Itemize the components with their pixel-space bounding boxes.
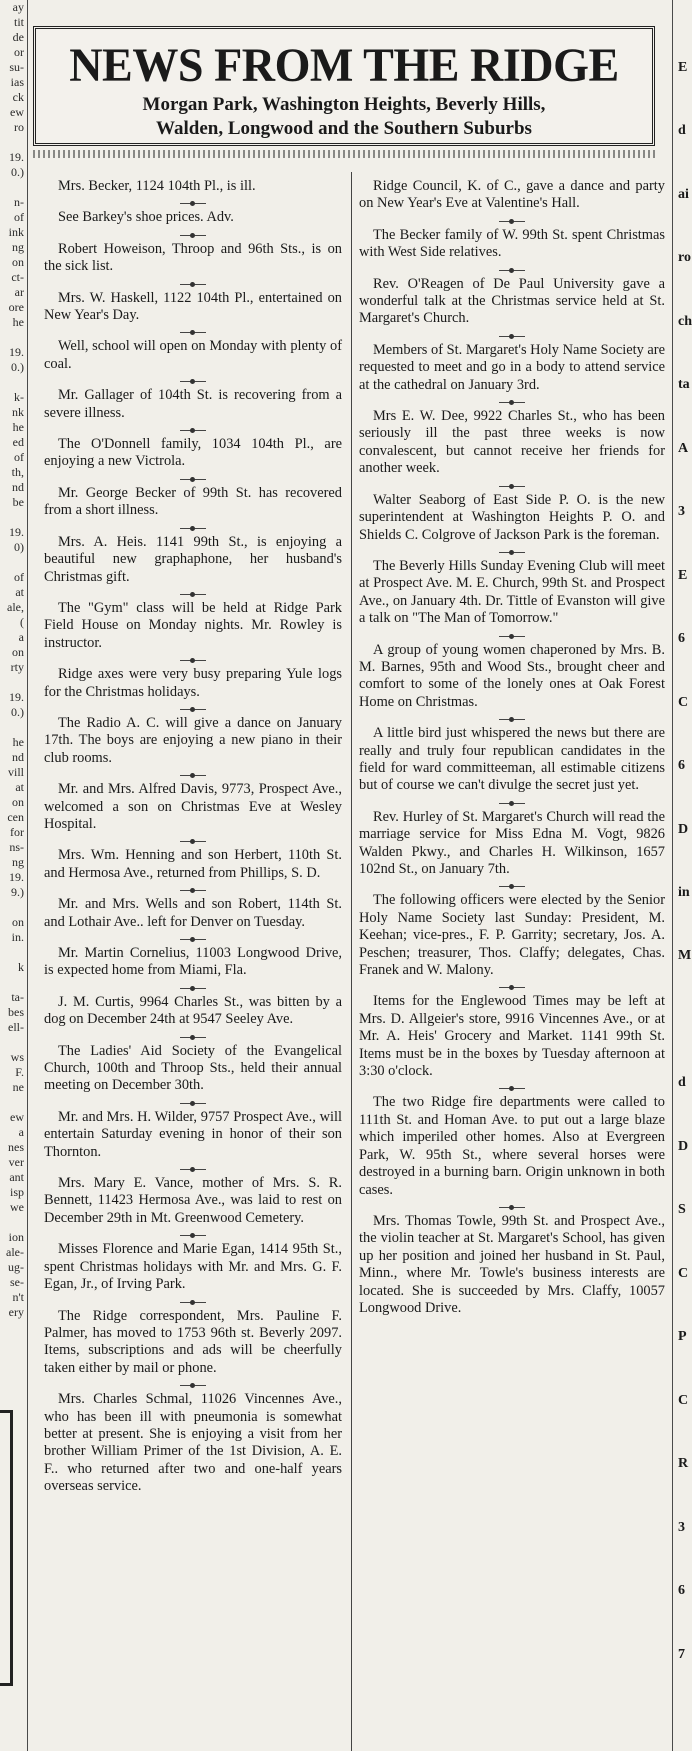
news-item: Mr. Martin Cornelius, 11003 Longwood Drive, is expected home from Miami, Fla. bbox=[44, 945, 342, 979]
subtitle-line-2: Walden, Longwood and the Southern Suburbs bbox=[156, 118, 532, 139]
right-fragment-text: ai bbox=[678, 186, 689, 202]
left-fragment-text bbox=[0, 555, 24, 570]
news-item: Members of St. Margaret's Holy Name Society are requested to meet and go in a body to attend service at the cathedral on January 3rd. bbox=[359, 341, 665, 393]
left-fragment-text bbox=[0, 945, 24, 960]
left-fragment-text: ew bbox=[10, 1110, 24, 1124]
left-fragment-text: ta- bbox=[11, 990, 24, 1004]
left-fragment-text: of bbox=[14, 210, 24, 224]
left-fragment-text: ale- bbox=[6, 1245, 24, 1259]
item-separator bbox=[176, 425, 210, 436]
left-fragment-text: ell- bbox=[8, 1020, 24, 1034]
right-fragment-text: S bbox=[678, 1202, 686, 1218]
left-fragment-text: F. bbox=[15, 1065, 24, 1079]
left-fragment-text: 19. bbox=[9, 525, 24, 539]
left-fragment-text bbox=[0, 1095, 24, 1110]
left-fragment-text: nes bbox=[8, 1140, 24, 1154]
left-fragment-text: su- bbox=[9, 60, 24, 74]
right-fragment-text: ch bbox=[678, 313, 692, 329]
right-fragment-text: d bbox=[678, 1075, 686, 1091]
news-item: Ridge Council, K. of C., gave a dance and party on New Year's Eve at Valentine's Hall. bbox=[359, 178, 665, 212]
news-item: The Ridge correspondent, Mrs. Pauline F. Palmer, has moved to 1753 96th st. Beverly 2097. Items, subscriptions and ads will be cheerfully taken either by mail or phone. bbox=[44, 1307, 342, 1376]
left-fragment-text: ale, bbox=[7, 600, 24, 614]
item-separator bbox=[176, 1380, 210, 1391]
news-item: Ridge axes were very busy preparing Yule logs for the Christmas holidays. bbox=[44, 666, 342, 700]
item-separator bbox=[176, 589, 210, 600]
news-item: Mrs. Becker, 1124 104th Pl., is ill. bbox=[58, 178, 256, 194]
left-fragment-text: ct- bbox=[11, 270, 24, 284]
left-fragment-text: n't bbox=[12, 1290, 24, 1304]
news-item: Mr. and Mrs. Wells and son Robert, 114th St. and Lothair Ave.. left for Denver on Tuesday. bbox=[44, 896, 342, 930]
news-item: Mrs E. W. Dee, 9922 Charles St., who has been seriously ill the past three weeks is now convalescent, but cannot receive her friends for another week. bbox=[359, 408, 665, 477]
news-item: Mrs. Thomas Towle, 99th St. and Prospect Ave., the violin teacher at St. Margaret's School, has given up her position and joined her husband in St. Paul, Minn., where Mr. Towle's business interests are located. She is succeeded by Mrs. Claffy, 10057 Longwood Drive. bbox=[359, 1212, 665, 1316]
left-column-rule bbox=[27, 0, 28, 1751]
item-separator bbox=[495, 216, 529, 227]
left-fragment-text: bes bbox=[8, 1005, 24, 1019]
news-item: Well, school will open on Monday with plenty of coal. bbox=[44, 338, 342, 372]
left-fragment-text bbox=[0, 330, 24, 345]
item-separator bbox=[176, 1230, 210, 1241]
left-fragment-text: be bbox=[12, 495, 24, 509]
right-fragment-text: M bbox=[678, 948, 692, 964]
left-fragment-text: 19. bbox=[9, 150, 24, 164]
item-separator bbox=[495, 982, 529, 993]
news-item: Robert Howeison, Throop and 96th Sts., is on the sick list. bbox=[44, 240, 342, 275]
left-fragment-text: ay bbox=[12, 0, 24, 14]
left-fragment-text bbox=[0, 180, 24, 195]
right-fragment-text: 7 bbox=[678, 1646, 685, 1662]
left-fragment-text: ver bbox=[8, 1155, 24, 1169]
news-item: J. M. Curtis, 9964 Charles St., was bitten by a dog on December 24th at 9547 Seeley Ave. bbox=[44, 993, 342, 1028]
news-item: The "Gym" class will be held at Ridge Park Field House on Monday nights. Mr. Rowley is instructor. bbox=[44, 599, 342, 651]
left-fragment-text: 0.) bbox=[11, 705, 24, 719]
left-fragment-text bbox=[0, 375, 24, 390]
news-column-2 bbox=[359, 178, 665, 1751]
left-fragment-text: ro bbox=[14, 120, 24, 134]
ornamental-border bbox=[33, 150, 655, 158]
left-fragment-text: ug- bbox=[8, 1260, 24, 1274]
left-fragment-text: nd bbox=[12, 750, 24, 764]
news-item: Mrs. W. Haskell, 1122 104th Pl., entertained on New Year's Day. bbox=[44, 289, 342, 324]
left-fragment-text: 19. bbox=[9, 345, 24, 359]
right-fragment-text: E bbox=[678, 60, 688, 75]
item-separator bbox=[176, 1098, 210, 1109]
left-fragment-text: tit bbox=[13, 15, 24, 29]
right-fragment-text: 6 bbox=[678, 631, 685, 647]
news-item: The Becker family of W. 99th St. spent Christmas with West Side relatives. bbox=[359, 226, 665, 261]
left-fragment-text: at bbox=[15, 780, 24, 794]
left-fragment-text: of bbox=[14, 570, 24, 584]
item-separator bbox=[495, 798, 529, 809]
left-fragment-text: ink bbox=[8, 225, 24, 239]
left-fragment-text bbox=[0, 1035, 24, 1050]
item-separator bbox=[176, 770, 210, 781]
news-item: Mr. and Mrs. Alfred Davis, 9773, Prospect Ave., welcomed a son on Christmas Eve at Wesley Hospital. bbox=[44, 781, 342, 832]
left-fragment-text: rty bbox=[10, 660, 24, 674]
subtitle-line-1: Morgan Park, Washington Heights, Beverly Hills, bbox=[142, 94, 546, 115]
right-fragment-text: R bbox=[678, 1456, 689, 1472]
news-column-1 bbox=[44, 178, 342, 1751]
left-fragment-text: 0.) bbox=[11, 165, 24, 179]
left-fragment-text: th, bbox=[11, 465, 24, 479]
left-fragment-text bbox=[0, 510, 24, 525]
news-item: Rev. Hurley of St. Margaret's Church will read the marriage service for Miss Edna M. Vogt, 9826 Walden Pkwy., and Charles H. Wilkinson, 1657 102nd St., on January 7th. bbox=[359, 808, 665, 877]
section-title: NEWS FROM THE RIDGE bbox=[69, 39, 619, 92]
left-fragment-text: se- bbox=[10, 1275, 24, 1289]
right-fragment-text: D bbox=[678, 821, 689, 837]
item-separator bbox=[495, 1083, 529, 1094]
news-item: Misses Florence and Marie Egan, 1414 95th St., spent Christmas holidays with Mr. and Mrs. G. F. Egan, Jr., of Irving Park. bbox=[44, 1241, 342, 1293]
left-fragment-text: on bbox=[12, 255, 24, 269]
item-separator bbox=[176, 474, 210, 485]
item-separator bbox=[495, 331, 529, 342]
item-separator bbox=[176, 523, 210, 534]
news-item: Mrs. Wm. Henning and son Herbert, 110th St. and Hermosa Ave., returned from Phillips, S. D. bbox=[44, 847, 342, 881]
item-separator bbox=[176, 934, 210, 945]
left-fragment-text: ant bbox=[9, 1170, 24, 1184]
left-fragment-text: ar bbox=[14, 285, 24, 299]
news-item: Walter Seaborg of East Side P. O. is the new superintendent at Washington Heights P. O. and Shields C. Colgrove of Jackson Park is the foreman. bbox=[359, 491, 665, 543]
left-fragment-text: k bbox=[18, 960, 24, 974]
right-fragment-text: 3 bbox=[678, 1519, 685, 1535]
column-divider bbox=[351, 172, 352, 1751]
left-fragment-text: ion bbox=[8, 1230, 24, 1244]
item-separator bbox=[176, 1164, 210, 1175]
news-item: The Ladies' Aid Society of the Evangelical Church, 100th and Throop Sts., held their annual meeting on December 30th. bbox=[44, 1042, 342, 1094]
left-fragment-text: ng bbox=[12, 855, 24, 869]
left-fragment-text bbox=[0, 975, 24, 990]
left-fragment-text: in. bbox=[11, 930, 24, 944]
left-fragment-text: ery bbox=[8, 1305, 24, 1319]
left-fragment-text: ns- bbox=[9, 840, 24, 854]
right-fragment-text: ro bbox=[678, 250, 691, 266]
item-separator bbox=[176, 230, 210, 241]
item-separator bbox=[176, 655, 210, 666]
left-fragment-text: ore bbox=[8, 300, 24, 314]
left-fragment-text: on bbox=[12, 795, 24, 809]
left-fragment-text: for bbox=[10, 825, 24, 839]
item-separator bbox=[495, 547, 529, 558]
right-fragment-text: d bbox=[678, 123, 686, 139]
right-fragment-text: D bbox=[678, 1138, 689, 1154]
left-fragment-text: a bbox=[18, 630, 24, 644]
right-fragment-text: 3 bbox=[678, 504, 685, 520]
left-fragment-text: isp bbox=[9, 1185, 24, 1199]
left-fragment-text: cen bbox=[7, 810, 24, 824]
section-header bbox=[33, 26, 655, 146]
right-fragment-text: in bbox=[678, 885, 690, 900]
item-separator bbox=[495, 397, 529, 408]
left-fragment-text: nd bbox=[12, 480, 24, 494]
item-separator bbox=[495, 714, 529, 725]
left-fragment-text: at bbox=[15, 585, 24, 599]
right-fragment-text: P bbox=[678, 1329, 687, 1345]
left-fragment-text bbox=[0, 720, 24, 735]
left-fragment-text: de bbox=[12, 30, 24, 44]
left-fragment-text: on bbox=[12, 915, 24, 929]
item-separator bbox=[495, 481, 529, 492]
left-fragment-text: ws bbox=[10, 1050, 24, 1064]
left-fragment-text: k- bbox=[14, 390, 24, 404]
item-separator bbox=[495, 881, 529, 892]
item-separator bbox=[176, 327, 210, 338]
left-fragment-text: ias bbox=[10, 75, 24, 89]
right-column-fragment bbox=[676, 0, 692, 1751]
left-fragment-text: vill bbox=[7, 765, 24, 779]
news-item: Mr. Gallager of 104th St. is recovering from a severe illness. bbox=[44, 387, 342, 421]
item-separator bbox=[176, 198, 210, 209]
left-fragment-text: n- bbox=[14, 195, 24, 209]
left-fragment-text: we bbox=[10, 1200, 24, 1214]
left-fragment-text: ew bbox=[10, 105, 24, 119]
item-separator bbox=[176, 376, 210, 387]
news-item: The following officers were elected by the Senior Holy Name Society last Sunday: President, M. Keehan; vice-pres., F. P. Garrity; secretary, Jos. A. Peschen; treasurer, Thos. Claffy; delegates, Chas. Franek and W. Malony. bbox=[359, 892, 665, 979]
item-separator bbox=[176, 1297, 210, 1308]
news-item: Mrs. Mary E. Vance, mother of Mrs. S. R. Bennett, 11423 Hermosa Ave., was laid to rest on December 29th in Mt. Greenwood Cemetery. bbox=[44, 1175, 342, 1226]
item-separator bbox=[176, 983, 210, 994]
news-item: Rev. O'Reagen of De Paul University gave a wonderful talk at the Christmas service held at St. Margaret's Church. bbox=[359, 275, 665, 327]
left-fragment-text: ( bbox=[20, 615, 24, 629]
right-fragment-text: E bbox=[678, 567, 688, 583]
news-item: The two Ridge fire departments were called to 111th St. and Homan Ave. to put out a large blaze which imperiled other homes. Also at Evergreen Park, W. 95th St., where several horses were destroyed in a burning barn. Origin unknown in both cases. bbox=[359, 1094, 665, 1198]
news-item: A group of young women chaperoned by Mrs. B. M. Barnes, 95th and Wood Sts., brought cheer and comfort to some of the lonely ones at Oak Forest Home on Christmas. bbox=[359, 641, 665, 710]
left-fragment-text: 9.) bbox=[11, 885, 24, 899]
item-separator bbox=[176, 836, 210, 847]
news-item: Mrs. Charles Schmal, 11026 Vincennes Ave., who has been ill with pneumonia is somewhat better at present. She is enjoying a visit from her brother William Primer of the 1st Division, A. E. F.. who returned after two and one-half years overseas service. bbox=[44, 1391, 342, 1495]
item-separator bbox=[176, 885, 210, 896]
news-item: Items for the Englewood Times may be left at Mrs. D. Allgeier's store, 9916 Vincennes Ave., or at Mr. A. Heis' Grocery and Market. 1141 99th St. Items must be in the boxes by Tuesday afternoon at 3:30 o'clock. bbox=[359, 993, 665, 1080]
left-fragment-text bbox=[0, 1215, 24, 1230]
right-fragment-text: C bbox=[678, 694, 689, 710]
item-separator bbox=[176, 1032, 210, 1043]
item-separator bbox=[495, 1202, 529, 1213]
right-fragment-text: A bbox=[678, 440, 689, 456]
item-separator bbox=[495, 631, 529, 642]
left-fragment-text: 19. bbox=[9, 870, 24, 884]
left-fragment-text: a bbox=[18, 1125, 24, 1139]
right-fragment-text: ta bbox=[678, 377, 690, 393]
left-fragment-text: ng bbox=[12, 240, 24, 254]
left-fragment-text: 0) bbox=[14, 540, 24, 554]
left-fragment-text bbox=[0, 675, 24, 690]
left-fragment-text: he bbox=[12, 420, 24, 434]
news-item: The O'Donnell family, 1034 104th Pl., are enjoying a new Victrola. bbox=[44, 436, 342, 470]
left-fragment-text: ne bbox=[12, 1080, 24, 1094]
item-separator bbox=[495, 265, 529, 276]
left-fragment-text: of bbox=[14, 450, 24, 464]
left-fragment-text: nk bbox=[12, 405, 24, 419]
item-separator bbox=[176, 279, 210, 290]
right-fragment-text: C bbox=[678, 1392, 689, 1408]
news-item: Mr. and Mrs. H. Wilder, 9757 Prospect Ave., will entertain Saturday evening in honor of their son Thornton. bbox=[44, 1108, 342, 1160]
left-fragment-text: ck bbox=[12, 90, 24, 104]
news-item: The Beverly Hills Sunday Evening Club will meet at Prospect Ave. M. E. Church, 99th St. and Prospect Ave., on January 4th. Dr. Tittle of Evanston will give a talk on "The Man of Tomorrow." bbox=[359, 557, 665, 627]
left-bracket bbox=[0, 1410, 13, 1686]
left-fragment-text bbox=[0, 900, 24, 915]
news-item: See Barkey's shoe prices. Adv. bbox=[58, 209, 234, 226]
news-item: The Radio A. C. will give a dance on January 17th. The boys are enjoying a new piano in their club rooms. bbox=[44, 714, 342, 766]
right-fragment-text: 6 bbox=[678, 1583, 685, 1599]
left-fragment-text: or bbox=[14, 45, 24, 59]
right-column-rule bbox=[672, 0, 673, 1751]
left-fragment-text: 19. bbox=[9, 690, 24, 704]
news-item: Mrs. A. Heis. 1141 99th St., is enjoying a beautiful new graphaphone, her husband's Christmas gift. bbox=[44, 533, 342, 585]
left-fragment-text: he bbox=[12, 735, 24, 749]
right-fragment-text: 6 bbox=[678, 758, 685, 774]
left-fragment-text bbox=[0, 135, 24, 150]
left-fragment-text: he bbox=[12, 315, 24, 329]
news-item: A little bird just whispered the news but there are really and truly four republican candidates in the field for ward committeeman, all estimable citizens but of course we can't divulge the secret just yet. bbox=[359, 725, 665, 794]
news-item: Mr. George Becker of 99th St. has recovered from a short illness. bbox=[44, 484, 342, 519]
left-fragment-text: ed bbox=[12, 435, 24, 449]
left-fragment-text: on bbox=[12, 645, 24, 659]
left-fragment-text: 0.) bbox=[11, 360, 24, 374]
right-fragment-text: C bbox=[678, 1265, 689, 1281]
item-separator bbox=[176, 704, 210, 715]
